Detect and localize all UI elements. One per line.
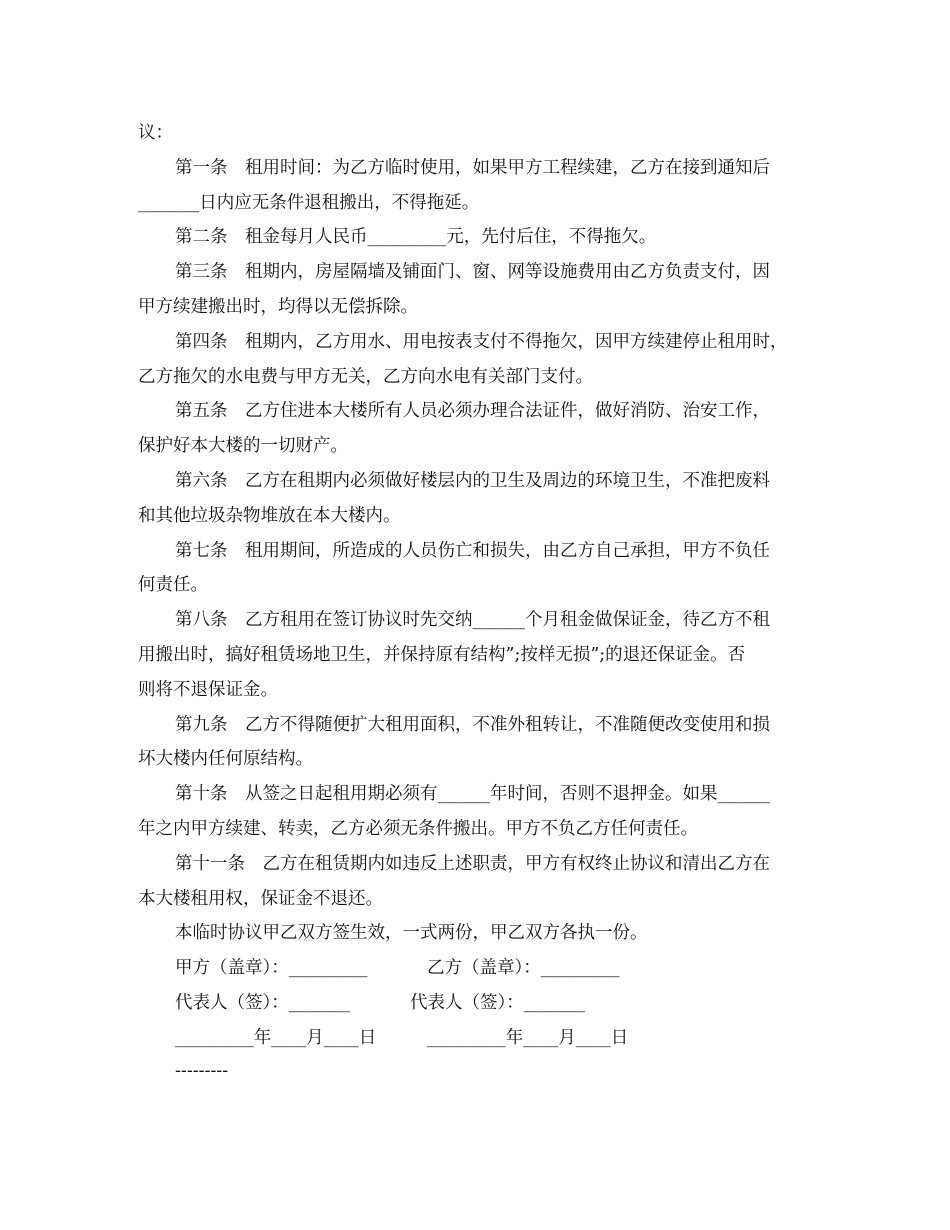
clause-2: 第二条 租金每月人民币_________元，先付后住，不得拖欠。 bbox=[175, 227, 657, 248]
clause-8-line-1: 第八条 乙方租用在签订协议时先交纳______个月租金做保证金，待乙方不租 bbox=[175, 610, 770, 631]
clause-7-line-2: 何责任。 bbox=[138, 575, 208, 596]
representative-a: 代表人（签）：_______ bbox=[175, 992, 350, 1013]
clause-3-line-2: 甲方续建搬出时，均得以无偿拆除。 bbox=[138, 296, 418, 317]
clause-11-line-2: 本大楼租用权，保证金不退还。 bbox=[138, 888, 383, 909]
clause-5-line-2: 保护好本大楼的一切财产。 bbox=[138, 436, 348, 457]
clause-4-line-1: 第四条 租期内，乙方用水、用电按表支付不得拖欠，因甲方续建停止租用时， bbox=[175, 331, 788, 352]
clause-9-line-2: 坏大楼内任何原结构。 bbox=[138, 749, 313, 770]
effect-statement: 本临时协议甲乙双方签生效，一式两份，甲乙双方各执一份。 bbox=[175, 923, 648, 944]
trailing-dashes: --------- bbox=[175, 1060, 229, 1081]
clause-11-line-1: 第十一条 乙方在租赁期内如违反上述职责，甲方有权终止协议和清出乙方在 bbox=[175, 853, 770, 874]
clause-3-line-1: 第三条 租期内，房屋隔墙及铺面门、窗、网等设施费用由乙方负责支付，因 bbox=[175, 262, 770, 283]
text-line: 议： bbox=[138, 123, 173, 143]
clause-10-line-2: 年之内甲方续建、转卖，乙方必须无条件搬出。甲方不负乙方任何责任。 bbox=[138, 818, 698, 839]
clause-5-line-1: 第五条 乙方住进本大楼所有人员必须办理合法证件，做好消防、治安工作， bbox=[175, 401, 770, 422]
clause-8-line-2: 用搬出时，搞好租赁场地卫生，并保持原有结构”;按样无损”;的退还保证金。否 bbox=[138, 644, 746, 665]
date-row bbox=[138, 1021, 828, 1056]
date-a: _________年____月____日 bbox=[175, 1027, 377, 1048]
date-b: _________年____月____日 bbox=[427, 1027, 629, 1048]
clause-7-line-1: 第七条 租用期间，所造成的人员伤亡和损失，由乙方自己承担，甲方不负任 bbox=[175, 540, 770, 561]
clause-1-line-1: 第一条 租用时间：为乙方临时使用，如果甲方工程续建，乙方在接到通知后 bbox=[175, 157, 770, 178]
clause-1-line-2: _______日内应无条件退租搬出，不得拖延。 bbox=[138, 192, 480, 213]
clause-6-line-2: 和其他垃圾杂物堆放在本大楼内。 bbox=[138, 505, 401, 526]
representative-row bbox=[138, 986, 828, 1021]
clause-10-line-1: 第十条 从签之日起租用期必须有______年时间，否则不退押金。如果______ bbox=[175, 784, 770, 805]
seal-row bbox=[138, 951, 828, 986]
clause-9-line-1: 第九条 乙方不得随便扩大租用面积，不准外租转让，不准随便改变使用和损 bbox=[175, 714, 770, 735]
agreement-body bbox=[138, 116, 828, 1086]
party-b-seal: 乙方（盖章）：_________ bbox=[427, 958, 620, 979]
clause-6-line-1: 第六条 乙方在租期内必须做好楼层内的卫生及周边的环境卫生，不准把废料 bbox=[175, 470, 770, 491]
clause-4-line-2: 乙方拖欠的水电费与甲方无关，乙方向水电有关部门支付。 bbox=[138, 366, 593, 387]
party-a-seal: 甲方（盖章）：_________ bbox=[175, 958, 368, 979]
representative-b: 代表人（签）：_______ bbox=[410, 992, 585, 1013]
clause-8-line-3: 则将不退保证金。 bbox=[138, 679, 278, 700]
